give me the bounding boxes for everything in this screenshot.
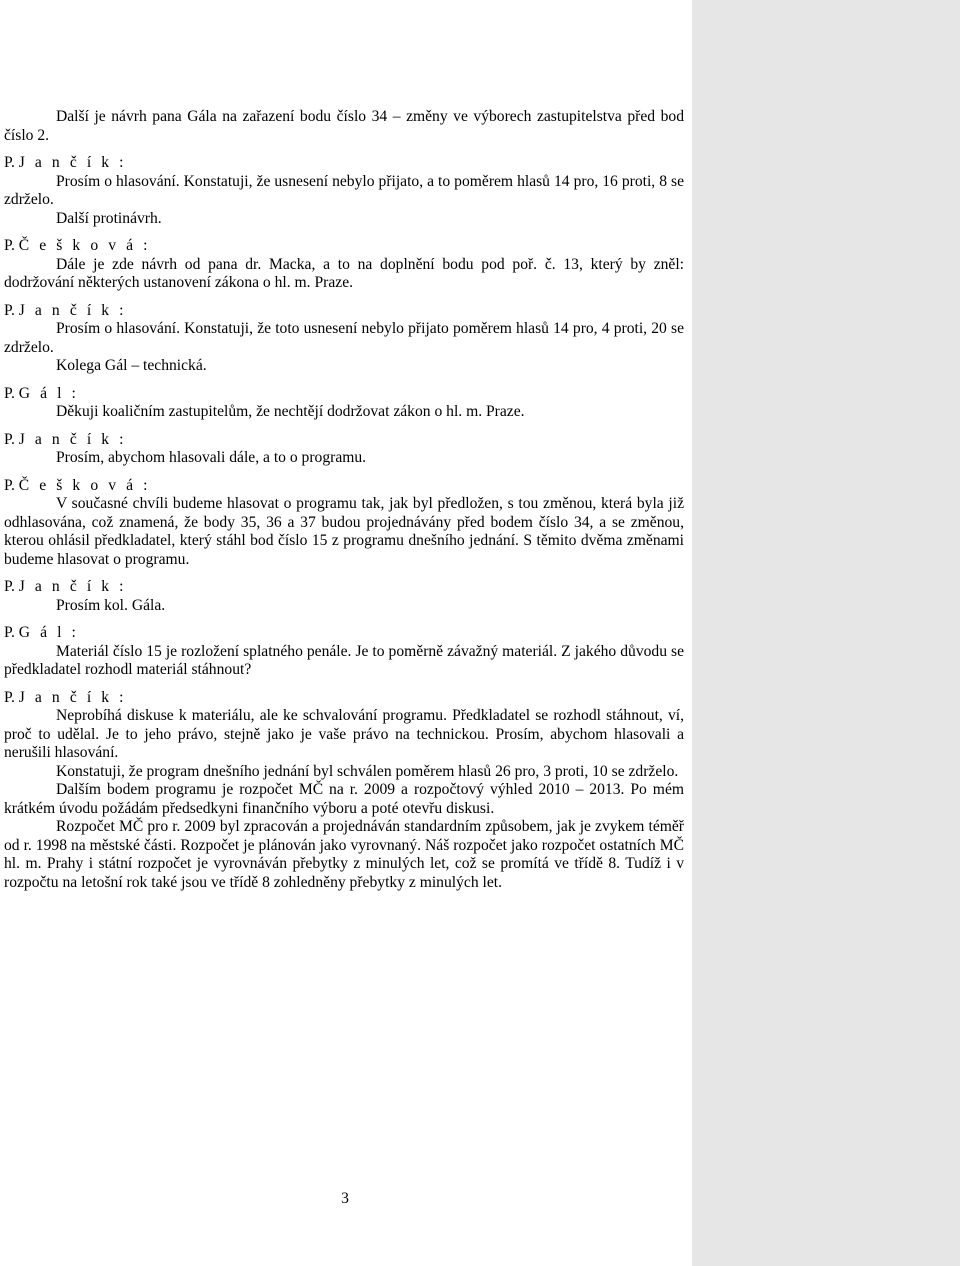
speaker-label: P. J a n č í k : xyxy=(4,430,127,448)
speaker-label: P. J a n č í k : xyxy=(4,301,127,319)
paragraph: Prosím kol. Gála. xyxy=(56,596,166,614)
speaker-label: P. G á l : xyxy=(4,624,79,641)
paragraph: Rozpočet MČ pro r. 2009 byl zpracován a projednáván standardním způsobem, jak je zvykem téměř od r. 1998 na městské části. Rozpočet je plánován jako vyrovnaný. Náš rozpočet jako rozpočet ostatních MČ hl. m. Prahy i státní rozpočet je vyrovnáván přebytky z minulých let, což se promítá ve třídě 8. Tudíž i v rozpočtu na letošní rok také jsou ve třídě 8 zohledněny přebytky z minulých let. xyxy=(4,818,684,891)
paragraph: Děkuji koaličním zastupitelům, že nechtějí dodržovat zákon o hl. m. Praze. xyxy=(56,403,525,420)
paragraph: Další protinávrh. xyxy=(56,209,162,227)
speaker-label: P. Č e š k o v á : xyxy=(4,237,151,254)
speaker-label: P. J a n č í k : xyxy=(4,688,127,706)
comment-margin-panel xyxy=(692,0,960,1266)
paragraph: Neprobíhá diskuse k materiálu, ale ke schvalování programu. Předkladatel se rozhodl stáhnout, ví, proč to udělal. Je to jeho právo, stejně jako je vaše právo na technickou. Prosím, abychom hlasovali a nerušili hlasování. xyxy=(4,707,684,761)
paragraph: Kolega Gál – technická. xyxy=(56,357,207,374)
paragraph: Materiál číslo 15 je rozložení splatného penále. Je to poměrně závažný materiál. Z jakého důvodu se předkladatel rozhodl materiál stáhnout? xyxy=(4,642,684,678)
paragraph: Prosím, abychom hlasovali dále, a to o programu. xyxy=(56,449,367,466)
paragraph: Další je návrh pana Gála na zařazení bodu číslo 34 – změny ve výborech zastupitelstva před bod číslo 2. xyxy=(4,108,684,144)
paragraph: Dalším bodem programu je rozpočet MČ na r. 2009 a rozpočtový výhled 2010 – 2013. Po mém krátkém úvodu požádám předsedkyni finančního výboru a poté otevřu diskusi. xyxy=(4,781,684,817)
page-number: 3 xyxy=(341,1190,349,1207)
speaker-label: P. G á l : xyxy=(4,384,79,402)
speaker-label: P. J a n č í k : xyxy=(4,154,127,171)
paragraph: Prosím o hlasování. Konstatuji, že usnesení nebylo přijato, a to poměrem hlasů 14 pro, 16 proti, 8 se zdrželo. xyxy=(4,172,684,208)
paragraph: Dále je zde návrh od pana dr. Macka, a to na doplnění bodu pod poř. č. 13, který by zněl: dodržování některých ustanovení zákona o hl. m. Praze. xyxy=(4,255,684,291)
speaker-label: P. J a n č í k : xyxy=(4,578,127,595)
speaker-label: P. Č e š k o v á : xyxy=(4,476,151,494)
paragraph: V současné chvíli budeme hlasovat o programu tak, jak byl předložen, s tou změnou, která byla již odhlasována, což znamená, že body 35, 36 a 37 budou projednávány před bodem číslo 34, a se změnou, kterou ohlásil předkladatel, který stáhl bod číslo 15 z programu dnešního jednání. S těmito dvěma změnami budeme hlasovat o programu. xyxy=(4,495,684,568)
transcript-body xyxy=(4,108,684,892)
paragraph: Konstatuji, že program dnešního jednání byl schválen poměrem hlasů 26 pro, 3 proti, 10 se zdrželo. xyxy=(56,762,679,780)
paragraph: Prosím o hlasování. Konstatuji, že toto usnesení nebylo přijato poměrem hlasů 14 pro, 4 proti, 20 se zdrželo. xyxy=(4,320,684,356)
